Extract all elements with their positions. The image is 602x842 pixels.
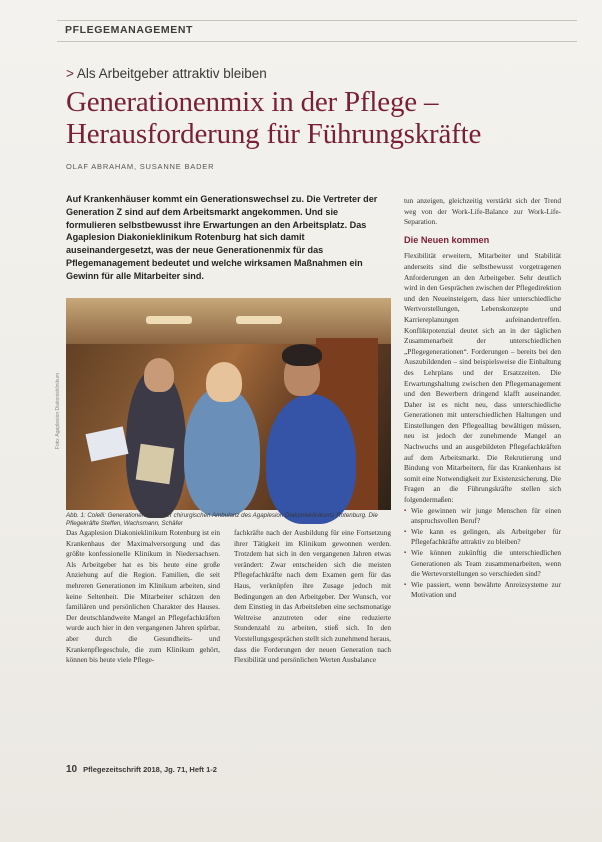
list-item: ▪ Wie gewinnen wir junge Menschen für einen anspruchsvollen Beruf? [404, 506, 561, 527]
body-paragraph: fachkräfte nach der Ausbildung für eine Fortsetzung ihrer Tätigkeit im Klinikum gewonnen werden. Trotzdem hat sich in den vergangenen Jahren etwas verändert: Zwar entscheiden sich die meisten Pflegefachkräfte nach dem Examen gern für das Haus, verknüpfen ihre Zusage jedoch mit Bedingungen an den Arbeitgeber. Der Wunsch, vor dem Einstieg in das Arbeitsleben eine sechsmonatige Weltreise anzutreten oder eine reduzierte Stundenzahl zu arbeiten, stieß sich. In den Vorstellungsgesprächen stellt sich zunehmend heraus, dass die Forderungen der neuen Generation nach Flexibilität und persönlichen Werten Ausbalance [234, 528, 391, 665]
article-kicker [66, 66, 267, 81]
photo-person-hair [282, 344, 322, 366]
article-authors: OLAF ABRAHAM, SUSANNE BADER [66, 162, 215, 171]
body-paragraph: Das Agaplesion Diakonieklinikum Rotenburg ist ein Krankenhaus der Maximalversorgung und das größte konfessionelle Klinikum in Niedersachsen. Als Arbeitgeber hat es bis heute eine große Anziehung auf die Region. Familien, die seit mehreren Generationen im Klinikum arbeiten, sind keine Seltenheit. Die Mitarbeiter schätzen den familiären und persönlichen Charakter des Hauses. Der deutschlandweite Mangel an Pflegefachkräften wurde auch hier in den vergangenen Jahren spürbar, aber durch die Gesundheits- und Krankenpflegeschule, die zum Klinikum gehört, können bis heute viele Pflege- [66, 528, 220, 665]
kicker-text: Als Arbeitgeber attraktiv bleiben [76, 66, 267, 81]
photo-clipboard [136, 444, 175, 484]
photo-caption: Abb. 1: Colelli: Generationenmix in der chirurgischen Ambulanz des Agaplesion Diakonieklinikums Rotenburg. Die Pflegekräfte Steffen, Wachsmann, Schäfer [66, 512, 378, 527]
photo-person [266, 394, 356, 524]
photo-tablet [86, 426, 129, 461]
photo-credit: Foto: Agaplesion Diakonieklinikum [55, 372, 62, 450]
article-photo [55, 298, 391, 510]
page-number: 10 [66, 764, 78, 775]
photo-lamp [146, 316, 192, 324]
chevron-right-icon: > [66, 66, 74, 81]
body-column-left [66, 528, 220, 666]
list-item: ▪ Wie können zukünftig die unterschiedlichen Generationen als Team zusammenarbeiten, wenn die Wertevorstellungen so verschieden sind? [404, 548, 561, 580]
question-list [404, 506, 561, 601]
body-column-right [404, 196, 561, 601]
section-subheading: Die Neuen kommen [404, 234, 490, 245]
section-header-bar [57, 20, 577, 42]
body-paragraph: Flexibilität erweitern, Mitarbeiter und Stabilität anderseits sind die selbstbewusst vorgetragenen Anforderungen an den Arbeitgeber. Sehr deutlich wird in den Gesprächen zwischen der Pflegedirektion und den Neueinsteigern, dass hier unterschiedliche Wertvorstellungen, Lebenskonzepte und Karriereplanungen aufeinandertreffen. Konfliktpotenzial deutet sich an in der täglichen Zusammenarbeit der unterschiedlichen „Pflegegenerationen“. Forderungen – bereits bei den Auszubildenden – sind beispielsweise die Einhaltung des Lehrplans und der Ersatzzeiten. Die Erwartungshaltung zwischen den Pflegemanagement und den Bewerbern dringend klafft auseinander. Daher ist es nicht neu, dass unterschiedliche Generationen mit unterschiedlichen Haltungen und Einstellungen den Pflegealltag bewältigen müssen, neu ist jedoch der zunehmende Mangel an Nachwuchs und an ausgebildeten Pflegefachkräften auf dem Arbeitsmarkt. Die Rekrutierung und Bindung von Mitarbeitern, für das Krankenhaus ist somit eine Notwendigkeit zur Existenzsicherung. Die Fragen an die Führungskräfte stellen sich folgendermaßen: [404, 251, 561, 505]
article-title: Generationenmix in der Pflege – Herausforderung für Führungskräfte [66, 86, 482, 150]
photo-person [184, 386, 260, 516]
photo-person-head [206, 362, 242, 402]
journal-reference: Pflegezeitschrift 2018, Jg. 71, Heft 1-2 [83, 765, 217, 774]
body-column-middle [234, 528, 391, 666]
photo-person-head [144, 358, 174, 392]
list-item: ▪ Wie passiert, wenn bewährte Anreizsysteme zur Motivation und [404, 580, 561, 601]
photo-lamp [236, 316, 282, 324]
list-item: ▪ Wie kann es gelingen, als Arbeitgeber für Pflegefachkräfte attraktiv zu bleiben? [404, 527, 561, 548]
section-label: PFLEGEMANAGEMENT [65, 24, 194, 36]
page-footer [66, 764, 217, 775]
body-paragraph: tun anzeigen, gleichzeitig verstärkt sich der Trend weg von der Work-Life-Balance zur Work-Life-Separation. [404, 196, 561, 227]
article-lead: Auf Krankenhäuser kommt ein Generationswechsel zu. Die Vertreter der Generation Z sind auf dem Arbeitsmarkt angekommen. Und sie formulieren selbstbewusst ihre Erwartungen an den Arbeitsplatz. Das Agaplesion Diakonieklinikum Rotenburg hat sich damit auseinandergesetzt, was der neue Generationenmix für das Pflegemanagement bedeutet und welche wirksamen Maßnahmen ein Gewinn für alle Mitarbeiter sind. [66, 194, 378, 281]
